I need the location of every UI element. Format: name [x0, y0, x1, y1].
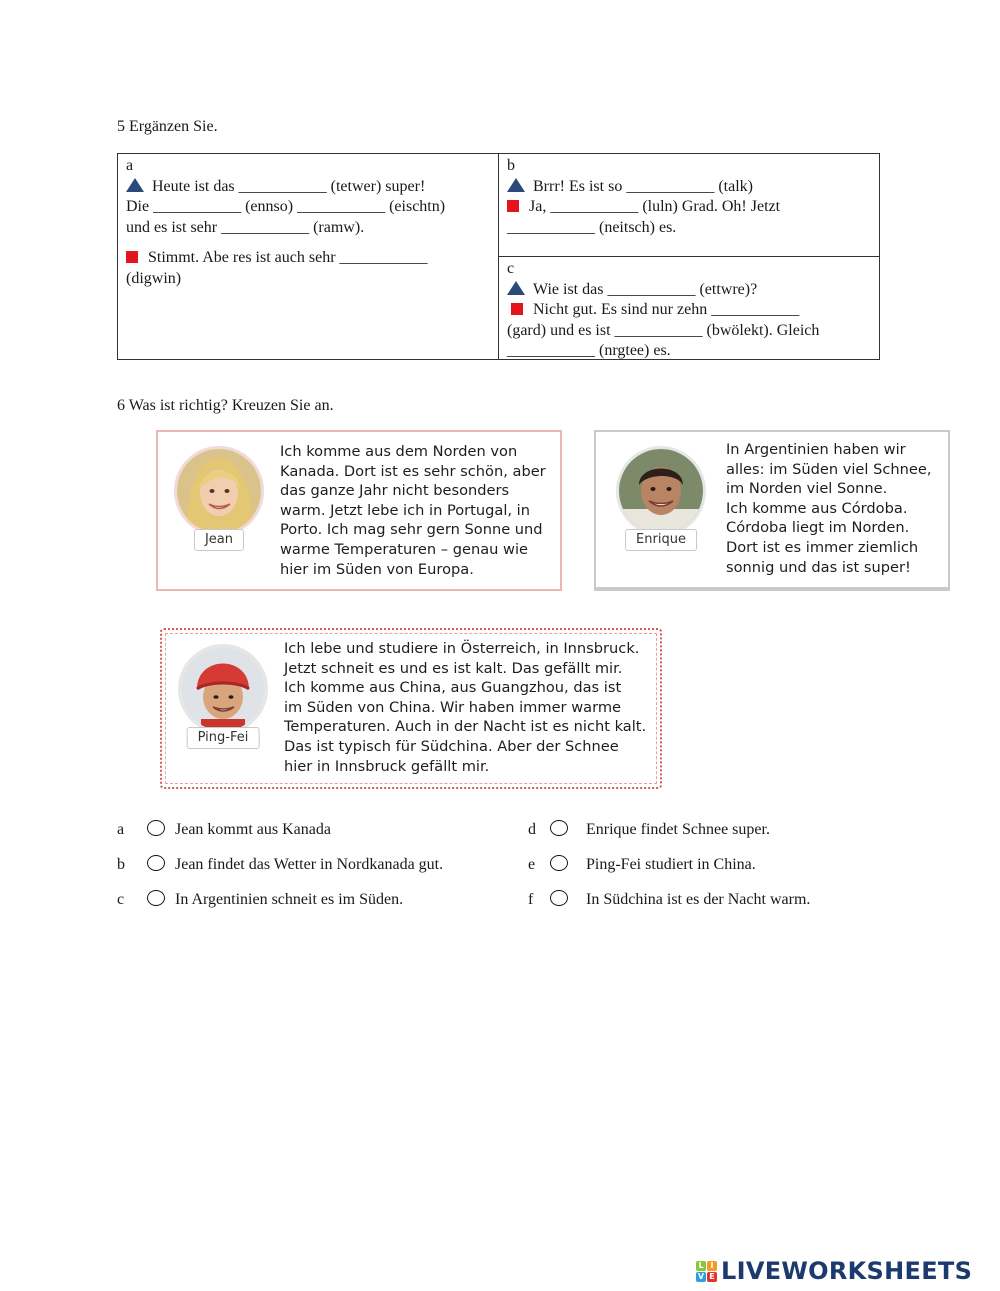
- text-line: Ich lebe und studiere in Österreich, in Innsbruck.: [284, 640, 640, 657]
- jean-portrait: [174, 446, 264, 536]
- card-jean: [156, 430, 562, 591]
- dialogue-line: Brrr! Es ist so ___________ (talk): [507, 177, 871, 198]
- option-e: [528, 855, 756, 875]
- text-line: Ich komme aus Córdoba.: [726, 499, 908, 517]
- text-line: Temperaturen. Auch in der Nacht ist es nicht kalt.: [284, 718, 647, 736]
- radio-button[interactable]: [550, 890, 568, 906]
- square-icon: [507, 200, 519, 212]
- radio-button[interactable]: [147, 890, 165, 906]
- ping-fei-portrait: [178, 644, 268, 734]
- dialogue-line: Heute ist das ___________ (tetwer) super!: [126, 177, 490, 198]
- card-text: [726, 440, 948, 577]
- text-line: sonnig und das ist super!: [726, 558, 911, 576]
- exercise-5-title: 5 Ergänzen Sie.: [117, 118, 218, 135]
- dialogue-line: Stimmt. Abe res ist auch sehr ___________: [126, 248, 490, 269]
- text-line: Ich komme aus dem Norden von: [280, 443, 518, 460]
- option-f: [528, 890, 810, 910]
- option-letter: b: [117, 856, 125, 873]
- dialogue-line: Wie ist das ___________ (ettwre)?: [507, 280, 871, 301]
- dialogue-line: Nicht gut. Es sind nur zehn ___________: [507, 300, 871, 321]
- square-icon: [126, 251, 138, 263]
- name-tag: Enrique: [625, 529, 697, 551]
- text-line: im Süden von China. Wir haben immer warme: [284, 698, 622, 716]
- cell-label: c: [507, 260, 515, 277]
- option-letter: f: [528, 891, 534, 908]
- card-text: [284, 639, 662, 776]
- logo-mark-icon: L I V E: [696, 1261, 717, 1282]
- option-text: Ping-Fei studiert in China.: [586, 856, 756, 873]
- avatar: [178, 644, 268, 745]
- option-text: In Argentinien schneit es im Süden.: [175, 891, 404, 908]
- avatar: [174, 446, 264, 547]
- table-cell-b: [499, 154, 879, 257]
- liveworksheets-logo: [696, 1256, 972, 1286]
- option-b: [117, 855, 443, 875]
- radio-button[interactable]: [550, 820, 568, 836]
- name-tag: Jean: [194, 529, 244, 551]
- text-line: Córdoba liegt im Norden.: [726, 519, 910, 537]
- dialogue-line: (gard) und es ist ___________ (bwölekt). Gleich: [507, 321, 820, 339]
- text-line: hier in Innsbruck gefällt mir.: [284, 757, 490, 775]
- text-line: Das ist typisch für Südchina. Aber der Schnee: [284, 737, 619, 755]
- triangle-icon: [507, 281, 525, 295]
- text-line: Dort ist es immer ziemlich: [726, 538, 919, 556]
- dialogue-line: Ja, ___________ (luln) Grad. Oh! Jetzt: [507, 197, 871, 218]
- radio-button[interactable]: [147, 855, 165, 871]
- exercise-6-title: 6 Was ist richtig? Kreuzen Sie an.: [117, 397, 334, 414]
- option-letter: d: [528, 821, 536, 838]
- dialogue-line: (digwin): [126, 269, 182, 287]
- option-text: In Südchina ist es der Nacht warm.: [586, 891, 811, 908]
- text-line: im Norden viel Sonne.: [726, 480, 888, 498]
- cell-label: a: [126, 157, 134, 174]
- dialogue-line: ___________ (neitsch) es.: [507, 218, 677, 236]
- option-a: [117, 820, 331, 840]
- logo-text: LIVEWORKSHEETS: [721, 1257, 973, 1285]
- dialogue-line: ___________ (nrgtee) es.: [507, 342, 671, 359]
- text-line: Jetzt schneit es und es ist kalt. Das gefällt mir.: [284, 659, 623, 677]
- table-cell-c: [499, 257, 879, 359]
- dialogue-line: und es ist sehr ___________ (ramw).: [126, 218, 365, 236]
- triangle-icon: [507, 178, 525, 192]
- option-text: Jean kommt aus Kanada: [175, 821, 331, 838]
- option-text: Jean findet das Wetter in Nordkanada gut.: [175, 856, 444, 873]
- radio-button[interactable]: [147, 820, 165, 836]
- radio-button[interactable]: [550, 855, 568, 871]
- text-line: alles: im Süden viel Schnee,: [726, 460, 932, 478]
- text-line: Kanada. Dort ist es sehr schön, aber: [280, 462, 546, 480]
- text-line: Porto. Ich mag sehr gern Sonne und: [280, 521, 543, 539]
- option-letter: a: [117, 821, 125, 838]
- table-cell-a: [118, 154, 499, 359]
- square-icon: [511, 303, 523, 315]
- option-text: Enrique findet Schnee super.: [586, 821, 770, 838]
- text-line: hier im Süden von Europa.: [280, 560, 474, 578]
- text-line: warme Temperaturen – genau wie: [280, 540, 529, 558]
- exercise-5-table: [117, 153, 880, 360]
- option-letter: c: [117, 891, 125, 908]
- triangle-icon: [126, 178, 144, 192]
- card-enrique: [594, 430, 950, 591]
- card-ping-fei: [160, 628, 662, 789]
- option-letter: e: [528, 856, 536, 873]
- dialogue-line: Die ___________ (ennso) ___________ (eischtn): [126, 198, 446, 215]
- cell-label: b: [507, 157, 515, 174]
- text-line: In Argentinien haben wir: [726, 441, 906, 458]
- text-line: das ganze Jahr nicht besonders: [280, 482, 510, 500]
- enrique-portrait: [616, 446, 706, 536]
- name-tag: Ping-Fei: [187, 727, 260, 749]
- option-c: [117, 890, 403, 910]
- text-line: warm. Jetzt lebe ich in Portugal, in: [280, 501, 530, 519]
- avatar: [616, 446, 706, 547]
- option-d: [528, 820, 770, 840]
- text-line: Ich komme aus China, aus Guangzhou, das ist: [284, 679, 622, 697]
- card-text: [280, 442, 560, 579]
